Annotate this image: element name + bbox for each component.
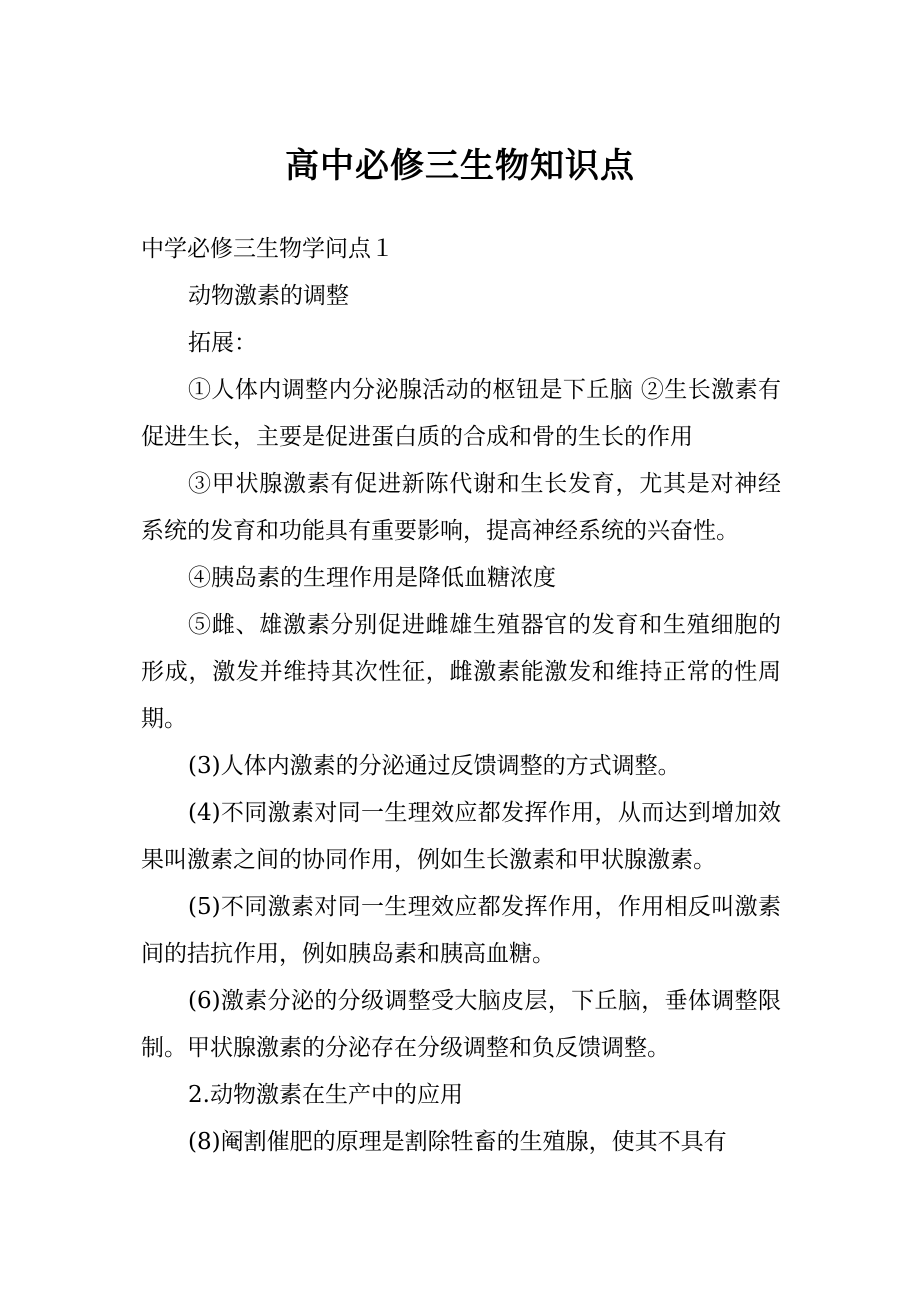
paragraph: ①人体内调整内分泌腺活动的枢钮是下丘脑 ②生长激素有促进生长，主要是促进蛋白质的合成和骨的生长的作用 (141, 377, 781, 450)
paragraph: ③甲状腺激素有促进新陈代谢和生长发育，尤其是对神经系统的发育和功能具有重要影响，提高神经系统的兴奋性。 (141, 471, 781, 544)
paragraph: (8)阉割催肥的原理是割除牲畜的生殖腺，使其不具有 (188, 1129, 727, 1155)
document-body (141, 226, 781, 1166)
section-heading: 中学必修三生物学问点１ (141, 236, 394, 262)
paragraph: (5)不同激素对同一生理效应都发挥作用，作用相反叫激素间的拮抗作用，例如胰岛素和胰高血糖。 (141, 894, 781, 967)
paragraph: (6)激素分泌的分级调整受大脑皮层，下丘脑，垂体调整限制。甲状腺激素的分泌存在分级调整和负反馈调整。 (141, 988, 781, 1061)
paragraph: (4)不同激素对同一生理效应都发挥作用，从而达到增加效果叫激素之间的协同作用，例如生长激素和甲状腺激素。 (141, 800, 781, 873)
paragraph: ④胰岛素的生理作用是降低血糖浓度 (188, 565, 556, 591)
document-title: 高中必修三生物知识点 (285, 146, 635, 186)
paragraph: 动物激素的调整 (188, 283, 349, 309)
paragraph: ⑤雌、雄激素分别促进雌雄生殖器官的发育和生殖细胞的形成，激发并维持其次性征，雌激素能激发和维持正常的性周期。 (141, 612, 781, 732)
paragraph: 2.动物激素在生产中的应用 (188, 1082, 463, 1108)
paragraph: (3)人体内激素的分泌通过反馈调整的方式调整。 (188, 753, 681, 779)
paragraph: 拓展： (188, 330, 257, 356)
